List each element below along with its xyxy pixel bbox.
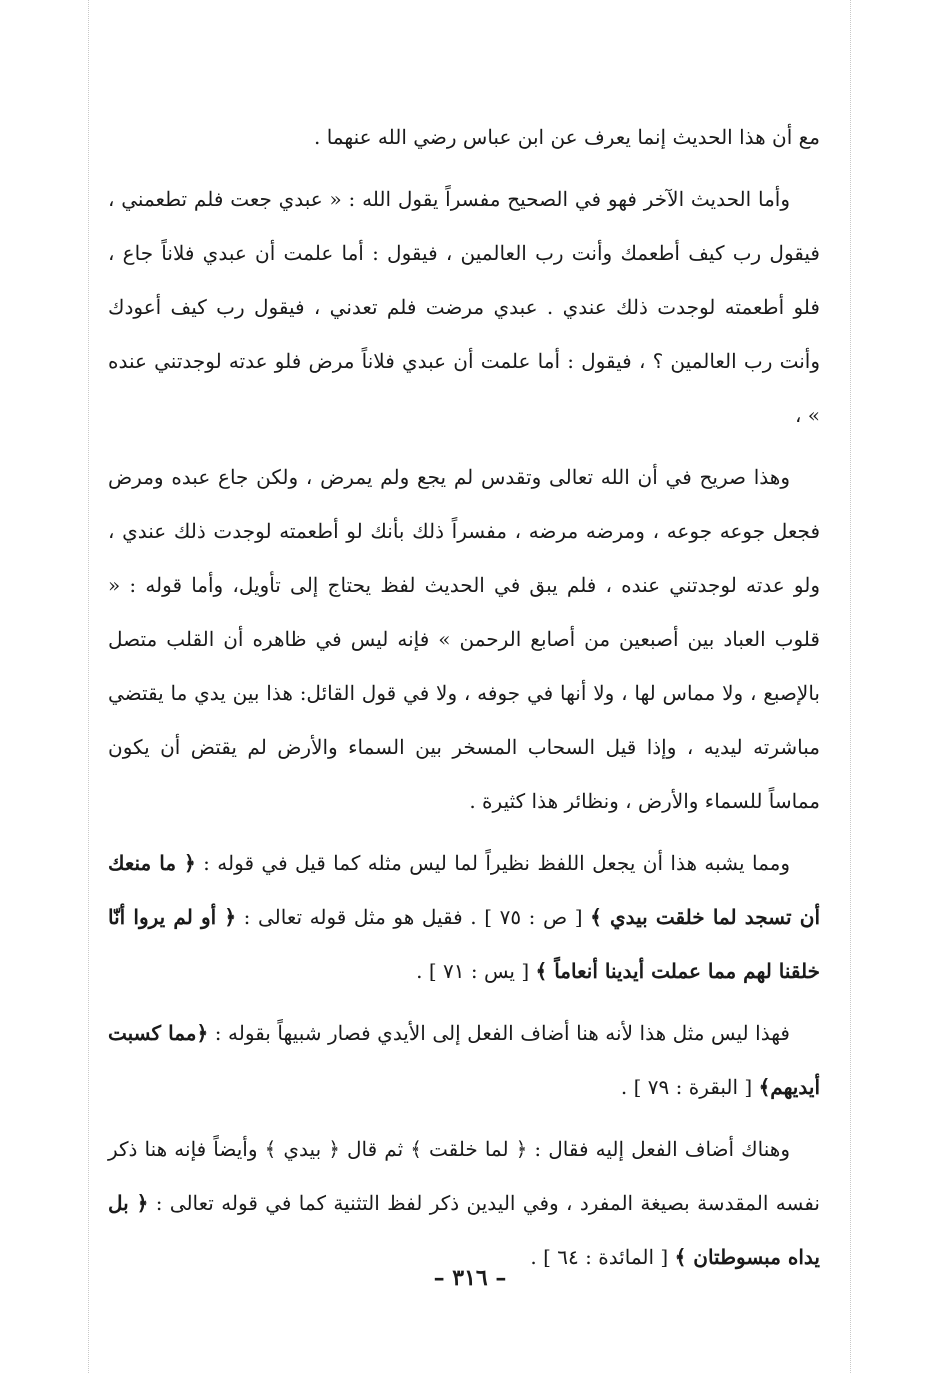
text-run: وهناك أضاف الفعل إليه فقال : ﴿ لما خلقت ﴾ ثم قال ﴿ بيدي ﴾ وأيضاً فإنه هنا ذكر نفسه المقدسة بصيغة المفرد ، وفي اليدين ذكر لفظ التثنية كما في قوله تعالى :	[108, 1137, 820, 1215]
quran-quote: ﴿ ما منعك أن تسجد لما خلقت بيدي ﴾	[108, 851, 820, 929]
quran-quote: ﴿ أو لم يروا أنّا خلقنا لهم مما عملت أيدينا أنعاماً ﴾	[108, 905, 820, 983]
paragraph	[108, 1006, 820, 1114]
body-text	[108, 110, 820, 1292]
text-run: فهذا ليس مثل هذا لأنه هنا أضاف الفعل إلى الأيدي فصار شبيهاً بقوله :	[208, 1021, 790, 1045]
page-number: – ٣١٦ –	[433, 1265, 507, 1291]
left-margin-rule	[88, 0, 89, 1373]
paragraph	[108, 110, 820, 164]
paragraph	[108, 172, 820, 442]
paragraph	[108, 450, 820, 828]
right-margin-rule	[850, 0, 851, 1373]
text-run: [ ص : ٧٥ ] . فقيل هو مثل قوله تعالى :	[236, 905, 591, 929]
text-run: وهذا صريح في أن الله تعالى وتقدس لم يجع ولم يمرض ، ولكن جاع عبده ومرض فجعل جوعه جوعه ، ومرضه مرضه ، مفسراً ذلك بأنك لو أطعمته لوجدت ذلك عندي ، ولو عدته لوجدتني عنده ، فلم يبق في الحديث لفظ يحتاج إلى تأويل، وأما قوله : « قلوب العباد بين أصبعين من أصابع الرحمن » فإنه ليس في ظاهره أن القلب متصل بالإصبع ، ولا مماس لها ، ولا أنها في جوفه ، ولا في قول القائل: هذا بين يدي ما يقتضي مباشرته ليديه ، وإذا قيل السحاب المسخر بين السماء والأرض لم يقتض أن يكون مماساً للسماء والأرض ، ونظائر هذا كثيرة .	[108, 465, 820, 813]
text-run: وأما الحديث الآخر فهو في الصحيح مفسراً يقول الله : « عبدي جعت فلم تطعمني ، فيقول رب كيف أطعمك وأنت رب العالمين ، فيقول : أما علمت أن عبدي فلاناً جاع ، فلو أطعمته لوجدت ذلك عندي . عبدي مرضت فلم تعدني ، فيقول رب كيف أعودك وأنت رب العالمين ؟ ، فيقول : أما علمت أن عبدي فلاناً مرض فلو عدته لوجدتني عنده » ،	[108, 187, 820, 427]
quran-quote: ﴿مما كسبت أيديهم﴾	[108, 1021, 820, 1099]
text-run: [ المائدة : ٦٤ ] .	[530, 1245, 675, 1269]
text-run: مع أن هذا الحديث إنما يعرف عن ابن عباس رضي الله عنهما .	[313, 125, 820, 149]
paragraph	[108, 1122, 820, 1284]
text-run: ومما يشبه هذا أن يجعل اللفظ نظيراً لما ليس مثله كما قيل في قوله :	[195, 851, 791, 875]
paragraph	[108, 836, 820, 998]
text-run: [ يس : ٧١ ] .	[416, 959, 536, 983]
text-run: [ البقرة : ٧٩ ] .	[620, 1075, 759, 1099]
quran-quote: ﴿ بل يداه مبسوطتان ﴾	[108, 1191, 820, 1269]
